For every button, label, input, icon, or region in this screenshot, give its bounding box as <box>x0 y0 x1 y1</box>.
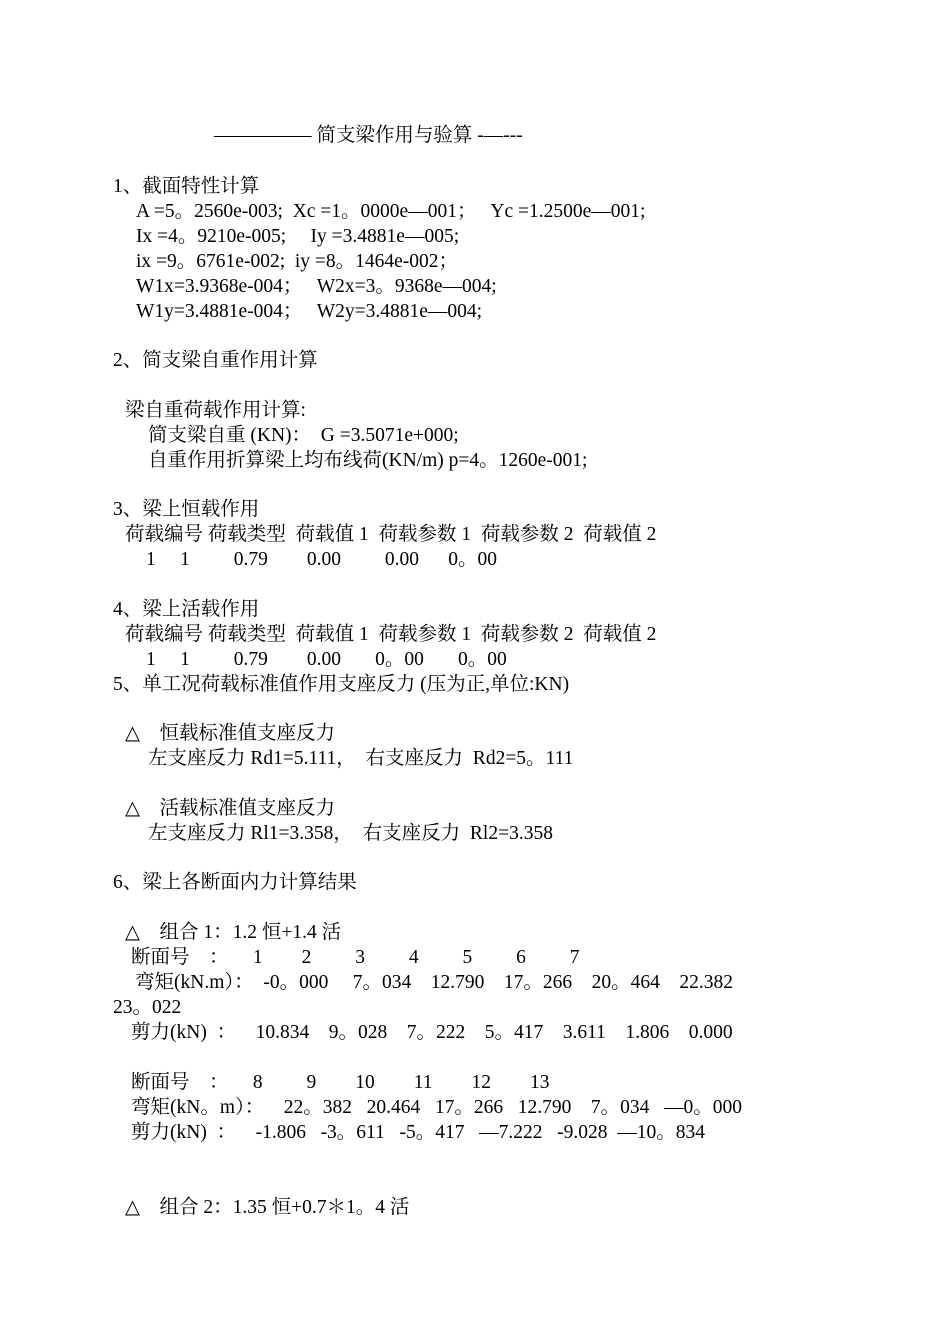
section-2-heading: 2、简支梁自重作用计算 <box>113 350 318 371</box>
section-5-heading: 5、单工况荷载标准值作用支座反力 (压为正,单位:KN) <box>113 674 570 695</box>
combo-2-label: △ 组合 2：1.35 恒+0.7＊1。4 活 <box>125 1197 410 1218</box>
section-1-line: ix =9。6761e-002; iy =8。1464e-002； <box>136 251 459 272</box>
combo-1-sections-a: 断面号 ： 1 2 3 4 5 6 7 <box>131 947 580 968</box>
combo-1-moment-b: 弯矩(kN。m）： 22。382 20.464 17。266 12.790 7。034 —0。000 <box>131 1097 742 1118</box>
section-3-heading: 3、梁上恒载作用 <box>113 499 260 520</box>
section-1-line: W1x=3.9368e-004； W2x=3。9368e—004; <box>136 276 497 297</box>
combo-1-moment-a: 弯矩(kN.m）： -0。000 7。034 12.790 17。266 20。464 22.382 <box>135 972 733 993</box>
combo-1-shear-b: 剪力(kN) ： -1.806 -3。611 -5。417 —7.222 -9.028 —10。834 <box>131 1122 705 1143</box>
page-title: ————— 简支梁作用与验算 -—--- <box>214 125 523 146</box>
section-4-heading: 4、梁上活载作用 <box>113 599 260 620</box>
section-1-line: A =5。2560e-003; Xc =1。0000e—001； Yc =1.2500e—001; <box>136 201 646 222</box>
section-3-table-header: 荷载编号 荷载类型 荷载值 1 荷载参数 1 荷载参数 2 荷载值 2 <box>125 524 657 545</box>
section-2-line: 自重作用折算梁上均布线荷(KN/m) p=4。1260e-001; <box>148 450 588 471</box>
combo-1-moment-a-wrap: 23。022 <box>113 997 182 1018</box>
section-1-line: Ix =4。9210e-005; Iy =3.4881e—005; <box>136 226 460 247</box>
section-2-line: 简支梁自重 (KN)： G =3.5071e+000; <box>148 425 459 446</box>
combo-1-shear-a: 剪力(kN) ： 10.834 9。028 7。222 5。417 3.611 1.806 0.000 <box>131 1022 733 1043</box>
section-6-heading: 6、梁上各断面内力计算结果 <box>113 872 357 893</box>
live-load-reaction-values: 左支座反力 Rl1=3.358， 右支座反力 Rl2=3.358 <box>148 823 553 844</box>
combo-1-sections-b: 断面号 ： 8 9 10 11 12 13 <box>131 1072 550 1093</box>
section-4-table-row: 1 1 0.79 0.00 0。00 0。00 <box>146 649 507 670</box>
section-3-table-row: 1 1 0.79 0.00 0.00 0。00 <box>146 549 497 570</box>
section-1-heading: 1、截面特性计算 <box>113 176 260 197</box>
combo-1-label: △ 组合 1：1.2 恒+1.4 活 <box>125 922 342 943</box>
live-load-reaction-label: △ 活载标准值支座反力 <box>125 798 335 819</box>
section-1-line: W1y=3.4881e-004； W2y=3.4881e—004; <box>136 301 483 322</box>
dead-load-reaction-label: △ 恒载标准值支座反力 <box>125 723 335 744</box>
section-2-subheading: 梁自重荷载作用计算: <box>125 400 306 421</box>
dead-load-reaction-values: 左支座反力 Rd1=5.111， 右支座反力 Rd2=5。111 <box>148 748 574 769</box>
section-4-table-header: 荷载编号 荷载类型 荷载值 1 荷载参数 1 荷载参数 2 荷载值 2 <box>125 624 657 645</box>
